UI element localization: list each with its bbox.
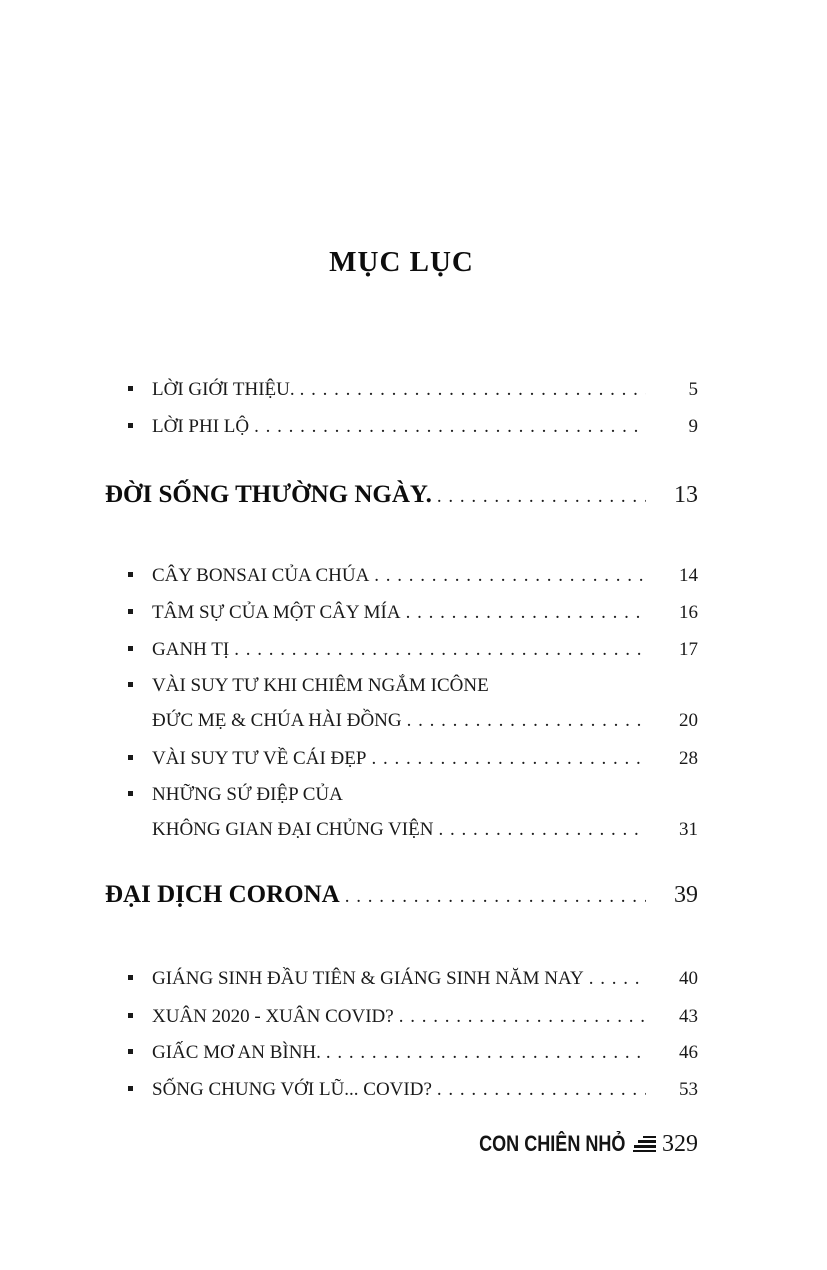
page-footer — [447, 1131, 698, 1157]
toc-entry-page: 40 — [679, 968, 698, 989]
toc-section-title: ĐẠI DỊCH CORONA — [105, 881, 340, 908]
dot-leader — [437, 482, 646, 512]
stacked-bars-icon — [633, 1136, 656, 1153]
toc-entry-title: VÀI SUY TƯ KHI CHIÊM NGẮM ICÔNE — [152, 675, 489, 696]
bullet-icon — [128, 646, 133, 651]
toc-entry-page: 20 — [679, 710, 698, 731]
toc-entry — [105, 564, 698, 588]
toc-entry-page: 5 — [688, 379, 698, 400]
toc-entry — [105, 1041, 698, 1065]
toc-section-page: 13 — [674, 482, 698, 508]
bullet-icon — [128, 386, 133, 391]
toc-entry-title: GIẤC MƠ AN BÌNH. — [152, 1042, 321, 1063]
table-of-contents — [105, 378, 698, 1102]
toc-entry — [105, 638, 698, 662]
toc-entry-title: XUÂN 2020 - XUÂN COVID? — [152, 1006, 394, 1027]
toc-entry-two-line — [105, 783, 698, 842]
toc-entry-title-continued: KHÔNG GIAN ĐẠI CHỦNG VIỆN — [152, 819, 434, 840]
toc-entry — [105, 747, 698, 771]
dot-leader — [407, 709, 646, 733]
dot-leader — [234, 638, 646, 662]
toc-entry — [105, 1078, 698, 1102]
toc-entry-title: TÂM SỰ CỦA MỘT CÂY MÍA — [152, 602, 401, 623]
toc-entry-two-line — [105, 674, 698, 733]
dot-leader — [345, 882, 646, 912]
toc-entry-page: 17 — [679, 639, 698, 660]
dot-leader — [399, 1005, 646, 1029]
dot-leader — [437, 1078, 646, 1102]
toc-entry-page: 14 — [679, 565, 698, 586]
bullet-icon — [128, 609, 133, 614]
toc-section-page: 39 — [674, 882, 698, 908]
bullet-icon — [128, 975, 133, 980]
toc-entry — [105, 1005, 698, 1029]
dot-leader — [371, 747, 646, 771]
toc-section-heading — [105, 880, 698, 912]
toc-entry-line1 — [105, 674, 698, 698]
toc-section-title: ĐỜI SỐNG THƯỜNG NGÀY. — [105, 481, 432, 508]
page-title: MỤC LỤC — [329, 246, 474, 278]
toc-entry-title: VÀI SUY TƯ VỀ CÁI ĐẸP — [152, 748, 367, 769]
dot-leader — [254, 415, 646, 439]
toc-entry-line2 — [105, 818, 698, 842]
toc-entry-title: GANH TỊ — [152, 639, 230, 660]
toc-entry-title: SỐNG CHUNG VỚI LŨ... COVID? — [152, 1079, 432, 1100]
footer-book-title: CON CHIÊN NHỎ — [478, 1131, 625, 1156]
toc-entry — [105, 378, 698, 402]
toc-entry-title-continued: ĐỨC MẸ & CHÚA HÀI ĐỒNG — [152, 710, 402, 731]
toc-entry-line2 — [105, 709, 698, 733]
toc-entry-title: LỜI GIỚI THIỆU. — [152, 379, 295, 400]
bullet-icon — [128, 572, 133, 577]
toc-entry-page: 9 — [688, 416, 698, 437]
bullet-icon — [128, 1049, 133, 1054]
toc-entry-page: 46 — [679, 1042, 698, 1063]
dot-leader — [438, 818, 646, 842]
toc-entry-title: LỜI PHI LỘ — [152, 416, 250, 437]
toc-entry-page: 31 — [679, 819, 698, 840]
footer-page-number: 329 — [662, 1130, 698, 1157]
toc-entry — [105, 601, 698, 625]
bullet-icon — [128, 791, 133, 796]
toc-entry — [105, 967, 698, 991]
bullet-icon — [128, 682, 133, 687]
toc-entry-title: NHỮNG SỨ ĐIỆP CỦA — [152, 784, 343, 805]
toc-entry-page: 43 — [679, 1006, 698, 1027]
dot-leader — [326, 1041, 646, 1065]
bullet-icon — [128, 1086, 133, 1091]
bullet-icon — [128, 423, 133, 428]
toc-entry-page: 53 — [679, 1079, 698, 1100]
toc-entry-title: GIÁNG SINH ĐẦU TIÊN & GIÁNG SINH NĂM NAY — [152, 968, 584, 989]
dot-leader — [589, 967, 646, 991]
dot-leader — [300, 378, 646, 402]
bullet-icon — [128, 755, 133, 760]
dot-leader — [406, 601, 646, 625]
toc-entry-line1 — [105, 783, 698, 807]
toc-entry-page: 16 — [679, 602, 698, 623]
bullet-icon — [128, 1013, 133, 1018]
toc-entry-page: 28 — [679, 748, 698, 769]
toc-section-heading — [105, 480, 698, 512]
toc-entry-title: CÂY BONSAI CỦA CHÚA — [152, 565, 370, 586]
toc-entry — [105, 415, 698, 439]
dot-leader — [374, 564, 646, 588]
